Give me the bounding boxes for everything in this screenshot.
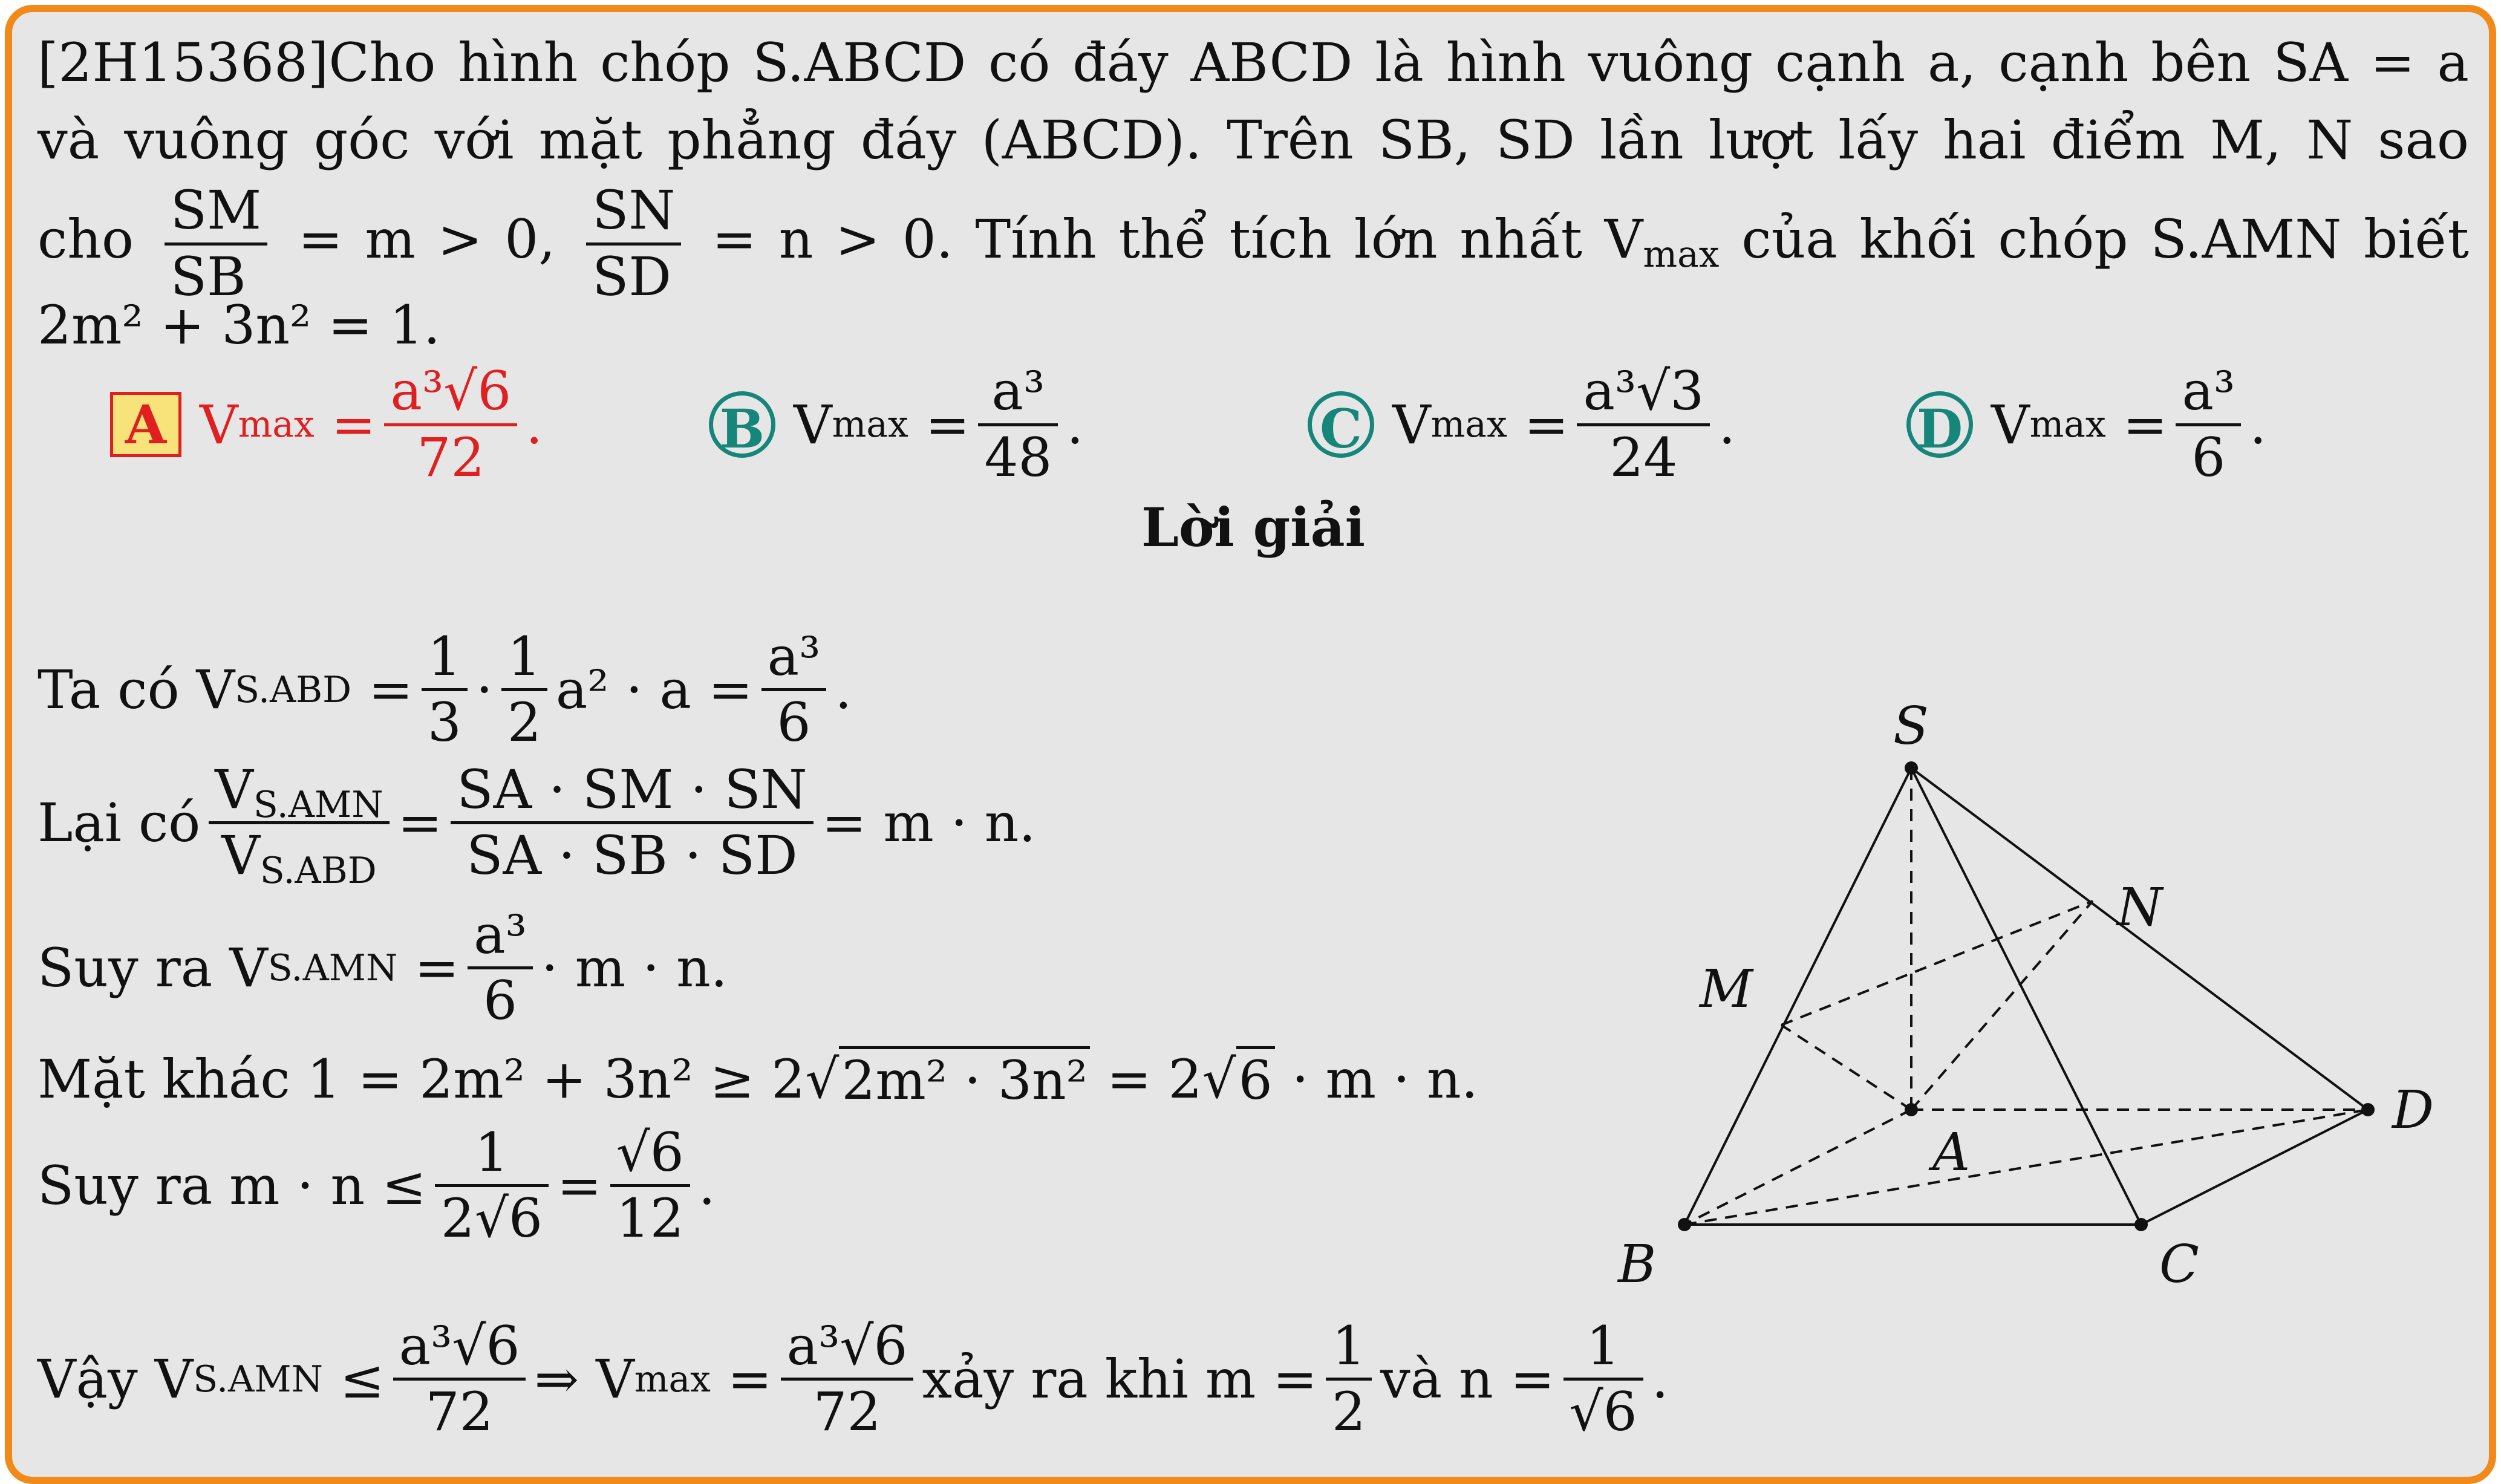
point-c [2134, 1218, 2148, 1231]
label-n: N [2117, 877, 2163, 938]
edge-sd [1911, 768, 2368, 1110]
label-a: A [1932, 1122, 1971, 1183]
option-c[interactable]: C V max = $\frac{\text{a³√3}}{24}$ . [1308, 364, 1735, 485]
option-d[interactable]: D V max = $\frac{\text{a³}}{6}$ . [1906, 364, 2266, 485]
option-a[interactable]: A V max = $\frac{\text{a³√6}}{72}$ . [110, 364, 543, 485]
option-c-letter: C [1308, 391, 1374, 458]
question-line-3: cho $\frac{SM}{SB}$ = m > 0, $\frac{SN}{SD}$ = n > 0. Tính thể tích lớn nhất $V_{max}$ của khối chóp S.AMN biết [37, 179, 2469, 308]
edge-cd [2141, 1110, 2368, 1225]
label-d: D [2392, 1080, 2434, 1141]
solution-line-2: Lại có $\frac{V_{S.AMN}}{V_{S.ABD}}$ = $\frac{SA \cdot SM \cdot SN}{SA \cdot SB \cdot SD}$ = m · n. [37, 758, 1036, 893]
fraction-sn-sd: $\frac{SN}{SD}$ [586, 183, 681, 305]
point-s [1905, 761, 1918, 775]
question-code: [2H15368] [37, 31, 329, 94]
solution-line-1: Ta có V S.ABD = $\frac{1}{3}$ · $\frac{1}{2}$ a² · a = $\frac{\text{a³}}{6}$ . [37, 625, 852, 754]
question-line-1: [2H15368]Cho hình chóp S.ABCD có đáy ABCD là hình vuông cạnh a, cạnh bên SA = a [37, 31, 2469, 94]
option-d-letter: D [1906, 391, 1973, 458]
point-b [1678, 1218, 1691, 1231]
edge-ab [1684, 1110, 1911, 1225]
option-b[interactable]: B V max = $\frac{\text{a³}}{48}$ . [709, 364, 1083, 485]
label-b: B [1618, 1234, 1657, 1295]
solution-line-3: Suy ra V S.AMN = $\frac{\text{a³}}{6}$ · m · n. [37, 903, 728, 1032]
fraction-sm-sb: $\frac{SM}{SB}$ [165, 183, 267, 305]
solution-line-5: Suy ra m · n ≤ $\frac{1}{2√6}$ = $\frac{√6}{12}$ . [37, 1121, 716, 1250]
segment-an [1911, 901, 2093, 1110]
solution-line-4: Mặt khác 1 = 2m² + 3n² ≥ 2√ 2m² · 3n² = 2√ 6 · m · n. [37, 1046, 1478, 1111]
option-b-letter: B [709, 391, 775, 458]
label-m: M [1700, 959, 1753, 1020]
question-line-2: và vuông góc với mặt phẳng đáy (ABCD). Trên SB, SD lần lượt lấy hai điểm M, N sao [37, 109, 2469, 171]
segment-mn [1781, 901, 2093, 1025]
segment-am [1781, 1025, 1911, 1110]
diag-bd [1684, 1110, 2368, 1225]
point-d [2361, 1103, 2375, 1116]
label-s: S [1893, 696, 1929, 757]
option-a-letter: A [110, 392, 181, 457]
question-line-4: 2m² + 3n² = 1. [37, 294, 440, 357]
label-c: C [2159, 1234, 2199, 1295]
solution-line-6: Vậy V S.AMN ≤ $\frac{\text{a³√6}}{72}$ ⇒ V max = $\frac{\text{a³√6}}{72}$ xảy ra khi m = $\frac{1}{2}$ và n = $\frac{1}{√6}$ . [37, 1315, 1669, 1443]
solution-title: Lời giải [1141, 496, 1366, 559]
point-a [1905, 1103, 1918, 1116]
